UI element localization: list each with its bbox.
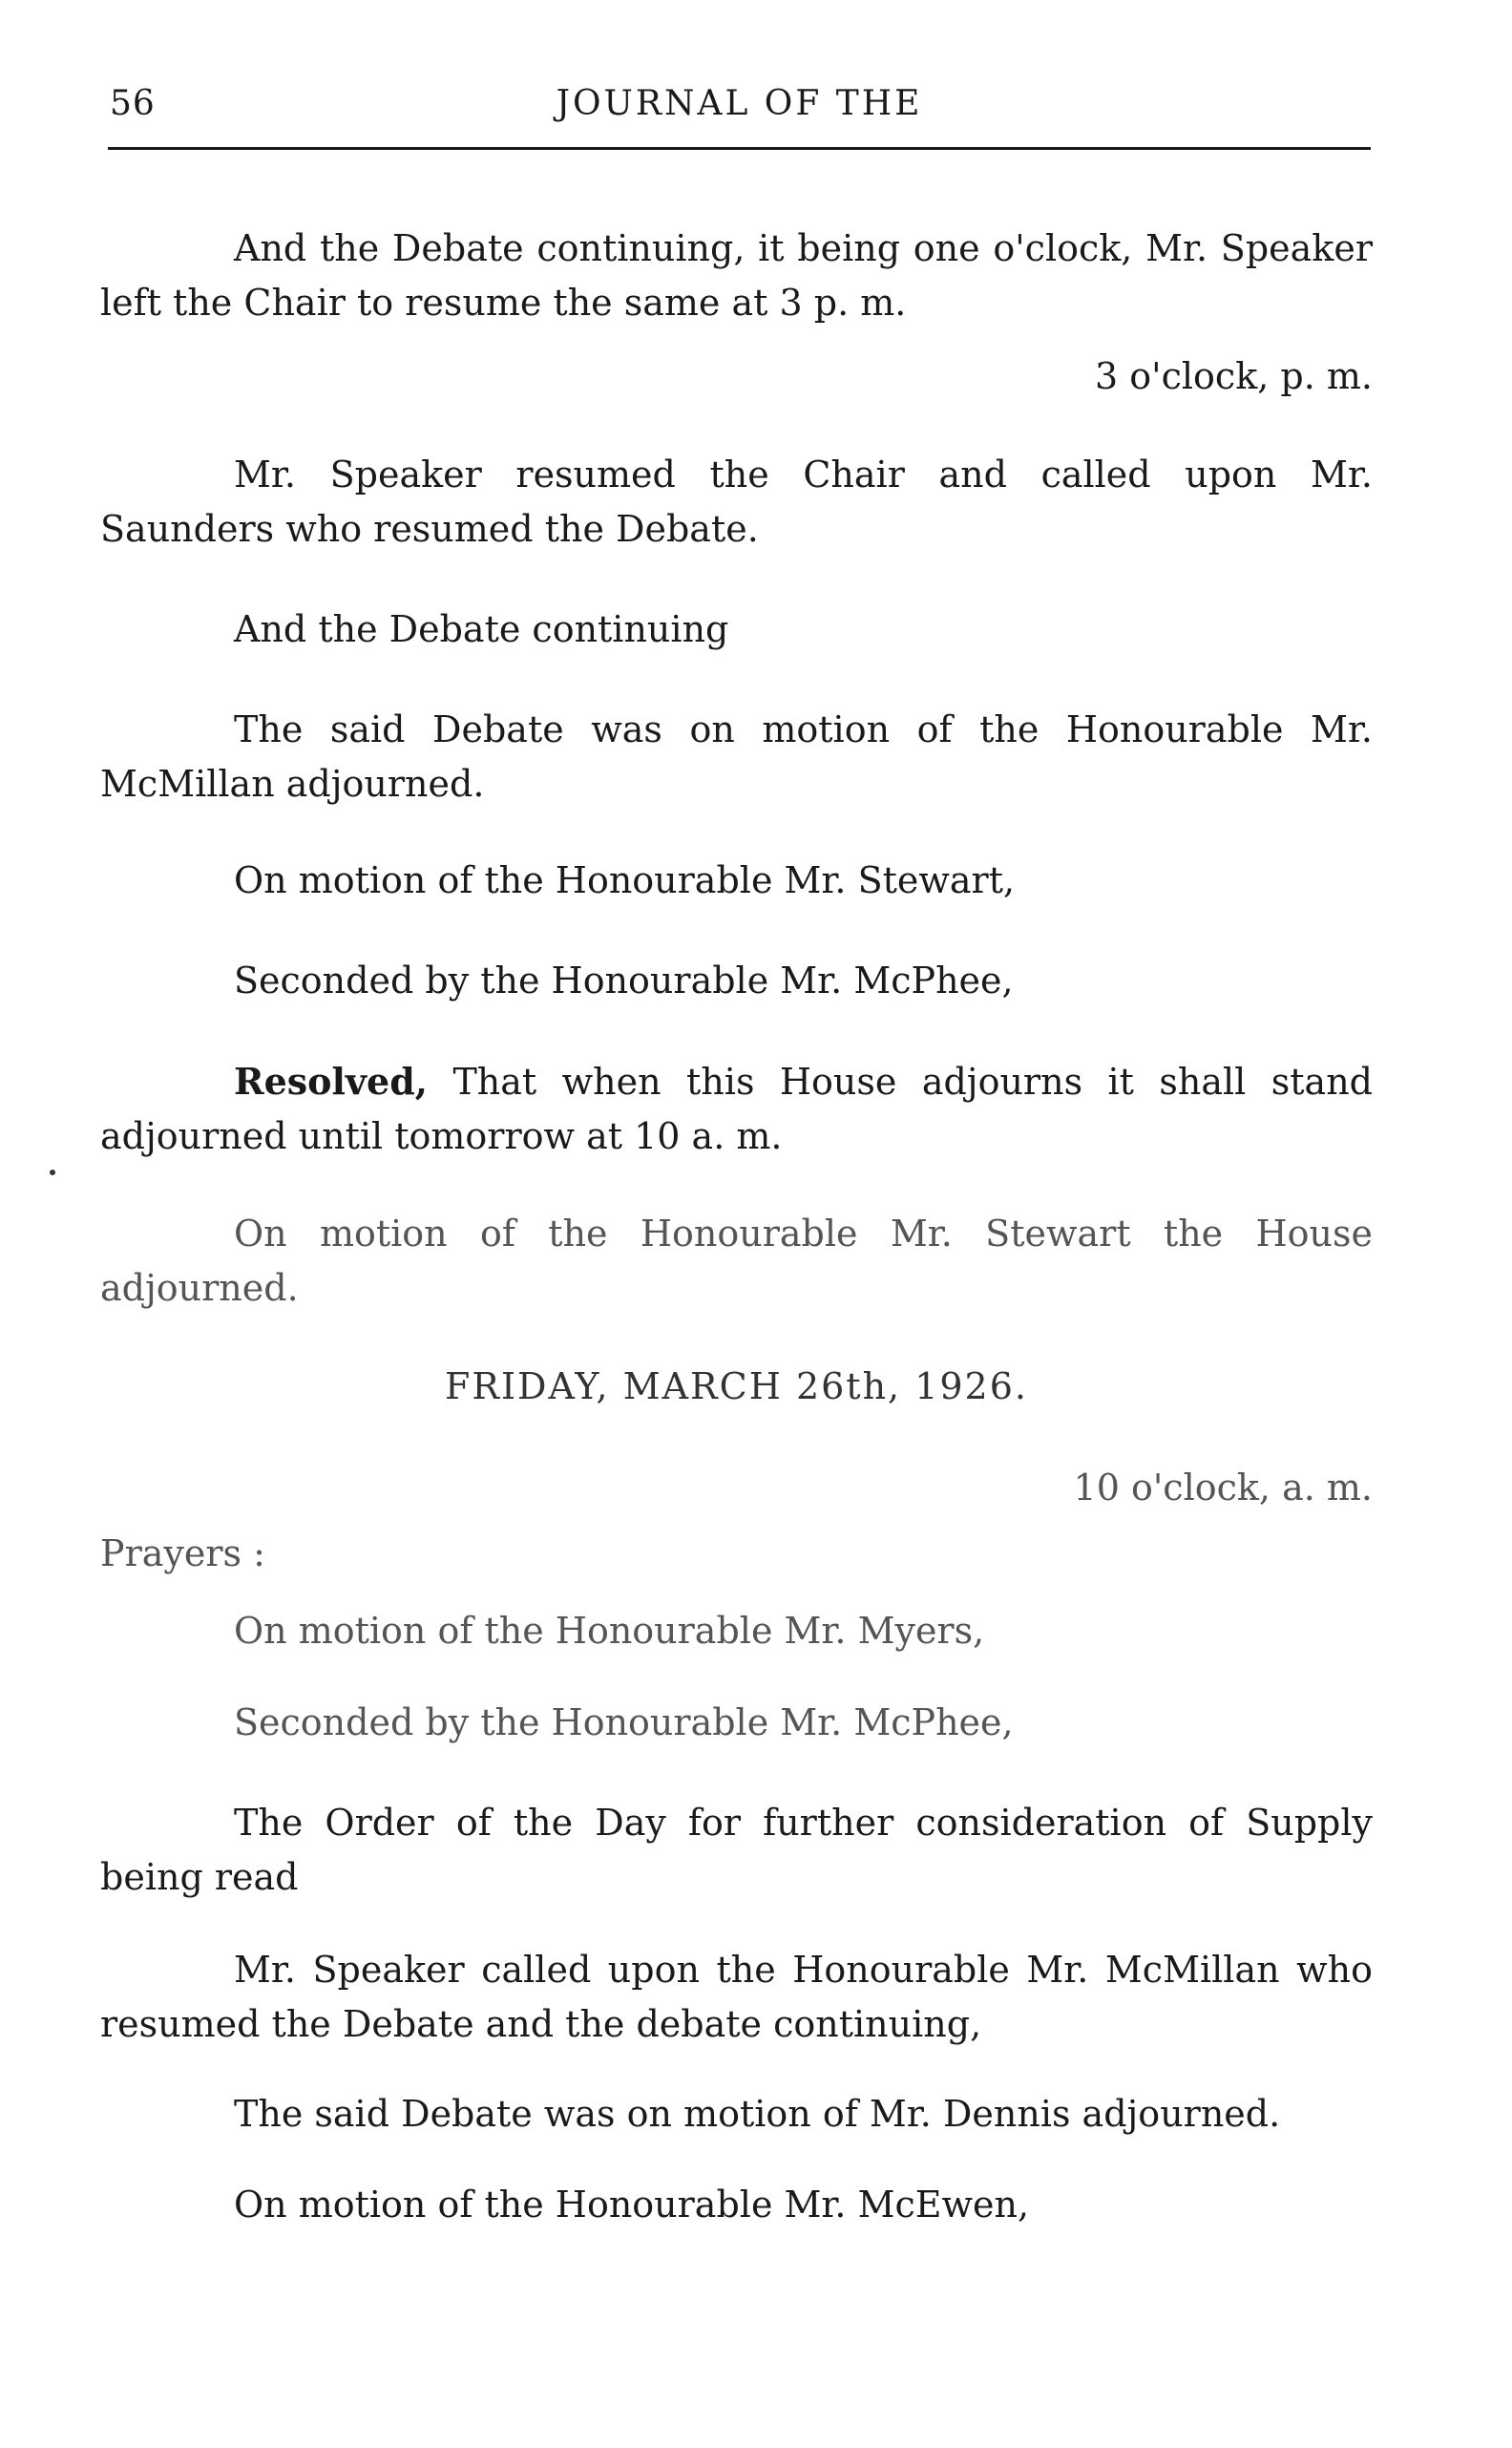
time-stamp-afternoon: 3 o'clock, p. m. (1095, 355, 1373, 397)
paragraph-resolved (100, 1054, 1373, 1164)
paragraph-speaker-resumed: Mr. Speaker resumed the Chair and called upon Mr. Saunders who resumed the Debate. (100, 454, 1373, 550)
time-stamp-morning: 10 o'clock, a. m. (1073, 1467, 1373, 1509)
paragraph-seconded-mcphee-2: Seconded by the Honourable Mr. McPhee, (234, 1701, 1014, 1743)
sitting-date-heading: FRIDAY, MARCH 26th, 1926. (444, 1365, 1028, 1407)
stray-ink-dot (50, 1170, 55, 1175)
header-rule (108, 147, 1371, 150)
paragraph-debate-adjourned-dennis: The said Debate was on motion of Mr. Dennis adjourned. (234, 2093, 1281, 2135)
paragraph-motion-myers: On motion of the Honourable Mr. Myers, (234, 1610, 985, 1652)
paragraph-debate-continuing: And the Debate continuing, it being one o'clock, Mr. Speaker left the Chair to resume the same at 3 p. m. (100, 227, 1373, 324)
resolved-label: Resolved, (234, 1060, 428, 1103)
paragraph-motion-stewart: On motion of the Honourable Mr. Stewart, (234, 859, 1016, 901)
page-header (108, 84, 1371, 141)
paragraph-speaker-called-mcmillan: Mr. Speaker called upon the Honourable Mr. McMillan who resumed the Debate and the debate continuing, (100, 1949, 1373, 2045)
paragraph-house-adjourned: On motion of the Honourable Mr. Stewart the House adjourned. (100, 1213, 1373, 1309)
paragraph-prayers: Prayers : (100, 1532, 265, 1574)
paragraph-order-of-day: The Order of the Day for further consideration of Supply being read (100, 1802, 1373, 1898)
paragraph-motion-mcewen: On motion of the Honourable Mr. McEwen, (234, 2184, 1030, 2226)
paragraph-debate-continuing-2: And the Debate continuing (234, 608, 729, 650)
resolved-text: That when this House adjourns it shall stand adjourned until tomorrow at 10 a. m. (100, 1061, 1373, 1157)
running-head: JOURNAL OF THE (556, 84, 923, 123)
paragraph-debate-adjourned: The said Debate was on motion of the Honourable Mr. McMillan adjourned. (100, 708, 1373, 805)
page-number: 56 (110, 84, 156, 123)
paragraph-seconded-mcphee: Seconded by the Honourable Mr. McPhee, (234, 960, 1014, 1002)
